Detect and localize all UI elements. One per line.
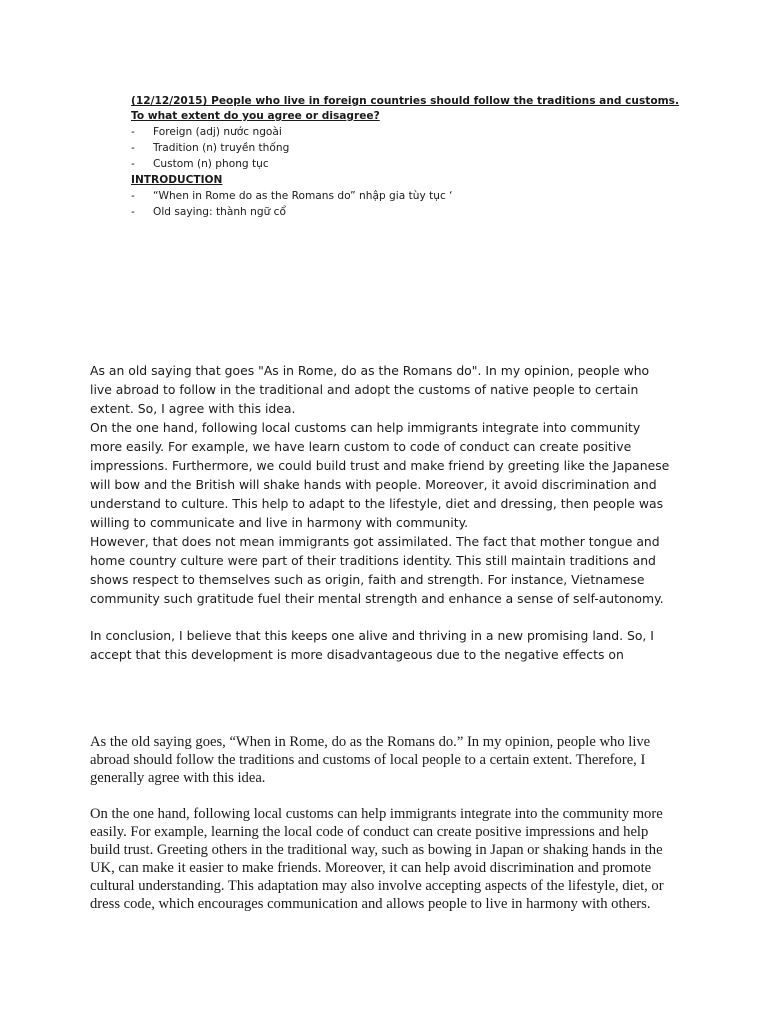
revised-paragraph-body: On the one hand, following local customs can help immigrants integrate into the community more easily. For example, learning the local code of conduct can create positive impressions and help build trust. Greeting others in the traditional way, such as bowing in Japan or shaking hands in the UK, can make it easier to make friends. Moreover, it can help avoid discrimination and promote cultural understanding. This adaptation may also involve accepting aspects of the lifestyle, diet, or dress code, which encourages communication and allows people to live in harmony with others.: [90, 806, 664, 912]
draft-essay: [90, 361, 670, 664]
intro-text: Old saying: thành ngữ cổ: [153, 206, 286, 218]
draft-paragraph-body-2: However, that does not mean immigrants got assimilated. The fact that mother tongue and home country culture were part of their traditions identity. This still maintain traditions and shows respect to themselves such as origin, faith and strength. For instance, Vietnamese community such gratitude fuel their mental strength and enhance a sense of self-autonomy.: [90, 534, 664, 606]
essay-prompt-title: (12/12/2015) People who live in foreign countries should follow the traditions and customs. To what extent do you agree or disagree?: [131, 95, 679, 122]
vocab-item: [131, 124, 683, 140]
list-dash: -: [131, 206, 135, 218]
list-dash: -: [131, 126, 135, 138]
introduction-list: [131, 188, 683, 220]
essay-prompt-block: [131, 94, 683, 220]
list-dash: -: [131, 142, 135, 154]
revised-paragraph-intro: As the old saying goes, “When in Rome, do as the Romans do.” In my opinion, people who live abroad should follow the traditions and customs of local people to a certain extent. Therefore, I generally agree with this idea.: [90, 734, 651, 786]
list-dash: -: [131, 190, 135, 202]
draft-paragraph-body-1: On the one hand, following local customs can help immigrants integrate into community more easily. For example, we have learn custom to code of conduct can create positive impressions. Furthermore, we could build trust and make friend by greeting like the Japanese will bow and the British will shake hands with people. Moreover, it avoid discrimination and understand to culture. This help to adapt to the lifestyle, diet and dressing, then people was willing to communicate and live in harmony with community.: [90, 420, 670, 530]
vocab-text: Foreign (adj) nước ngoài: [153, 126, 282, 138]
vocab-item: [131, 156, 683, 172]
draft-paragraph-conclusion: In conclusion, I believe that this keeps one alive and thriving in a new promising land. So, I accept that this development is more disadvantageous due to the negative effects on: [90, 628, 654, 662]
intro-item: [131, 204, 683, 220]
draft-paragraph-intro: As an old saying that goes "As in Rome, do as the Romans do". In my opinion, people who live abroad to follow in the traditional and adopt the customs of native people to certain extent. So, I agree with this idea.: [90, 363, 650, 416]
vocab-text: Custom (n) phong tục: [153, 158, 269, 170]
revised-essay: [90, 733, 680, 913]
vocab-text: Tradition (n) truyền thống: [153, 142, 290, 154]
list-dash: -: [131, 158, 135, 170]
vocabulary-list: [131, 124, 683, 172]
intro-text: “When in Rome do as the Romans do” nhập gia tùy tục ‘: [153, 190, 453, 202]
intro-item: [131, 188, 683, 204]
introduction-heading: INTRODUCTION: [131, 174, 223, 186]
vocab-item: [131, 140, 683, 156]
